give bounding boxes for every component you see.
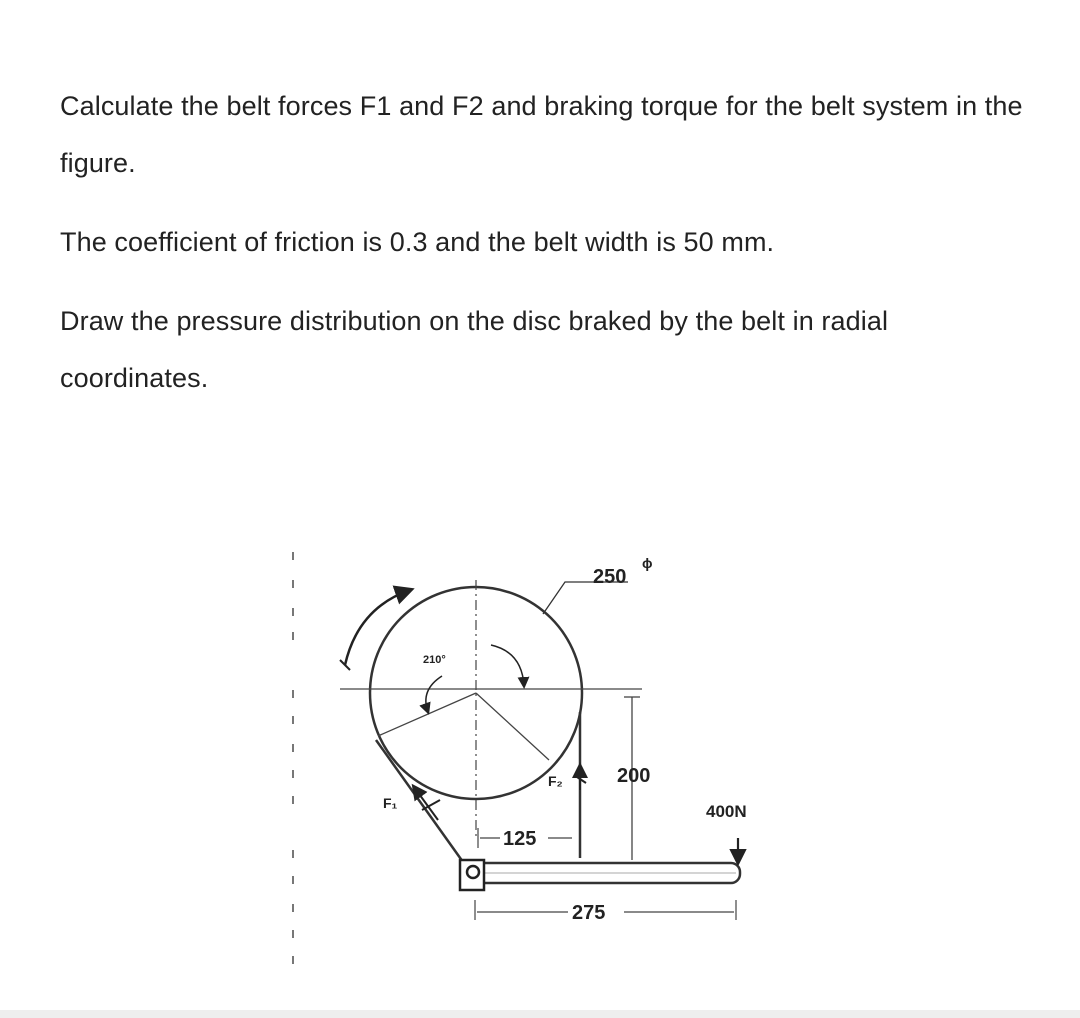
diameter-label: 250 [593, 566, 627, 588]
diameter-symbol: ϕ [642, 555, 653, 571]
belt-brake-figure [280, 540, 780, 980]
radius-left [378, 693, 476, 736]
page-bottom-edge [0, 1010, 1080, 1018]
wrap-angle-arrow-right [491, 645, 524, 686]
radius-right [476, 693, 549, 760]
problem-paragraph-2: The coefficient of friction is 0.3 and the belt width is 50 mm. [60, 227, 775, 257]
force-f1-label: F₁ [383, 795, 398, 811]
wrap-angle-arrow-left [426, 676, 442, 712]
pivot-pin [467, 866, 479, 878]
force-f2-label: F₂ [548, 773, 563, 789]
load-label: 400N [706, 802, 747, 821]
problem-statement [60, 78, 1040, 407]
offset-label: 125 [503, 828, 537, 850]
problem-paragraph-1: Calculate the belt forces F1 and F2 and braking torque for the belt system in the figure. [60, 91, 1023, 178]
lever-length-label: 275 [572, 902, 606, 924]
wrap-angle-label: 210° [423, 654, 446, 666]
problem-paragraph-3: Draw the pressure distribution on the disc braked by the belt in radial coordinates. [60, 306, 889, 393]
height-label: 200 [617, 765, 651, 787]
